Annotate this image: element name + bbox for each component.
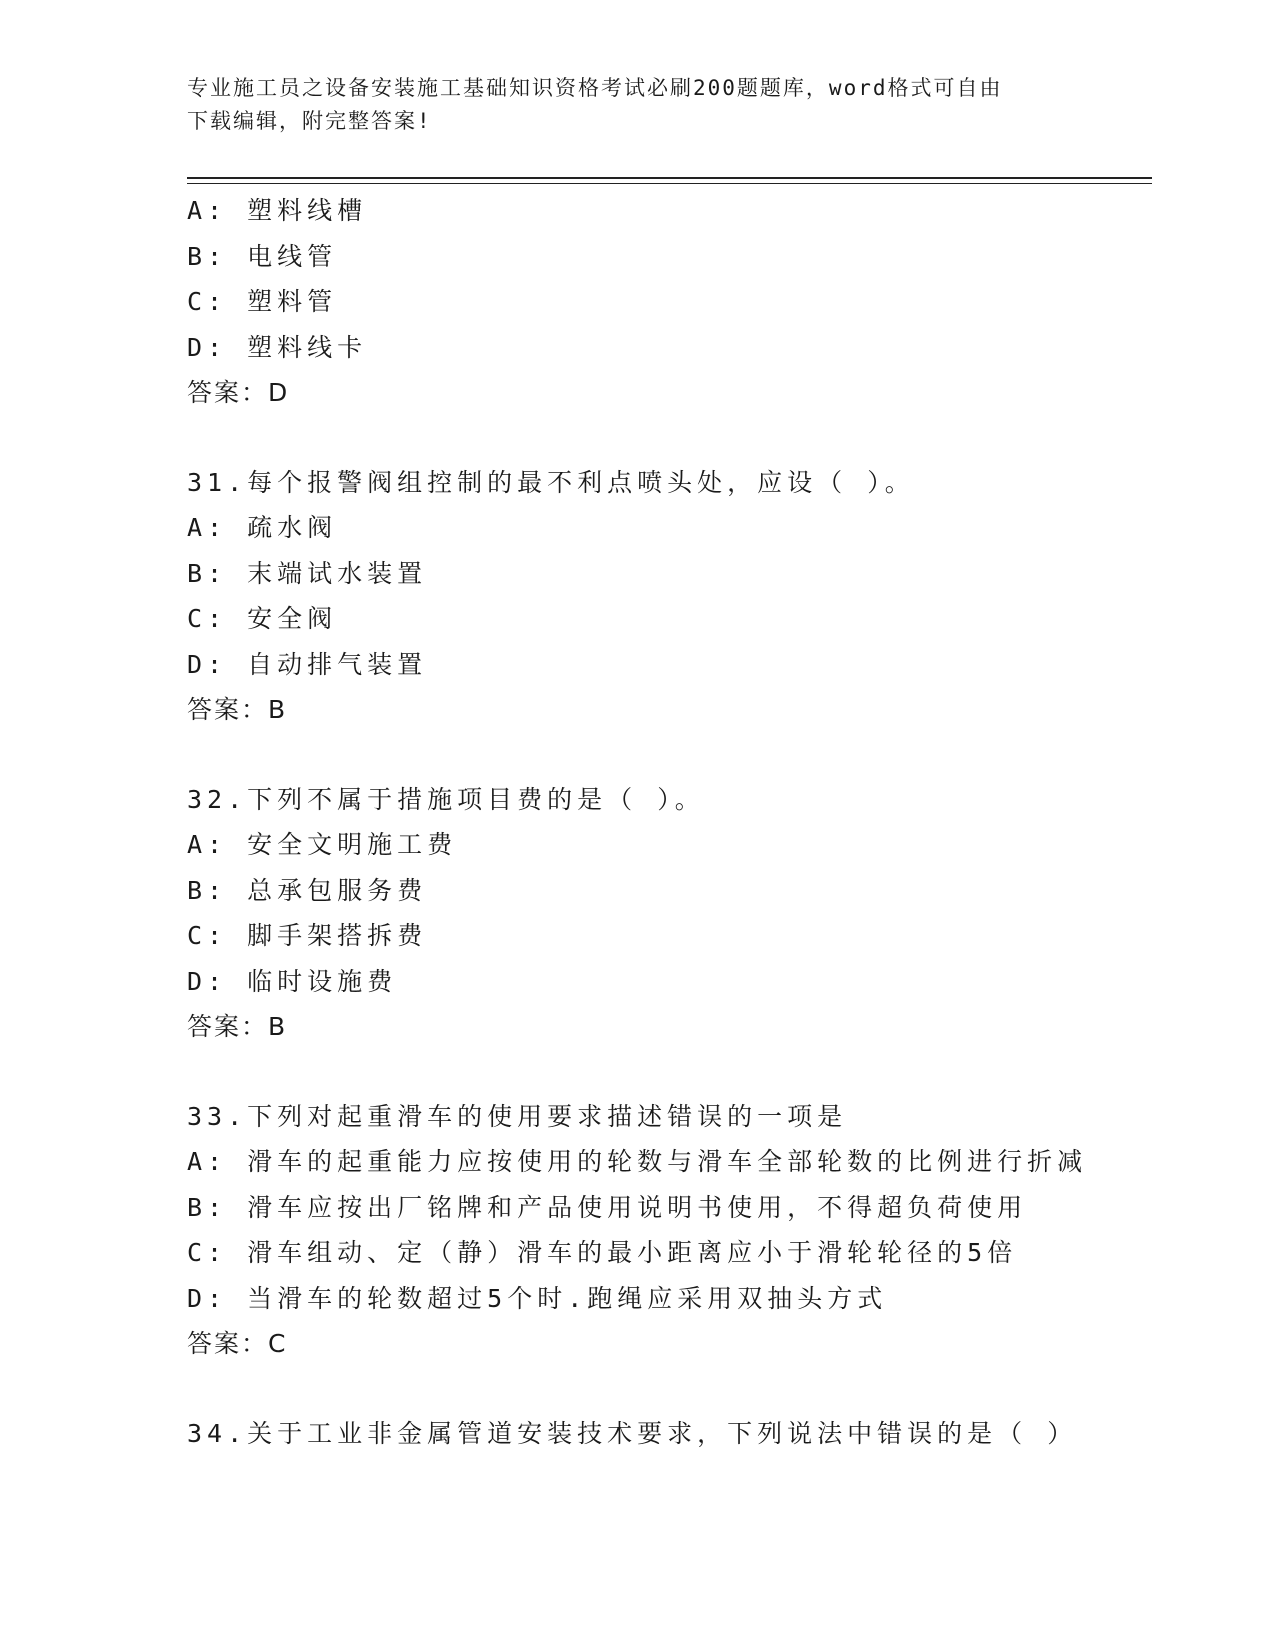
question-block-34 <box>187 1411 1147 1457</box>
answer-line: 答案：D <box>187 378 290 407</box>
answer-line: 答案：C <box>187 1329 288 1358</box>
option-a: A: 塑料线槽 <box>187 196 368 225</box>
header-title-line-1: 专业施工员之设备安装施工基础知识资格考试必刷200题题库，word格式可自由 <box>187 76 1003 100</box>
answer-line: 答案：B <box>187 695 288 724</box>
option-d: D: 塑料线卡 <box>187 332 368 362</box>
document-header <box>187 72 1067 138</box>
option-b: B: 末端试水装置 <box>187 558 428 588</box>
question-stem: 33.下列对起重滑车的使用要求描述错误的一项是 <box>187 1101 848 1131</box>
option-c: C: 滑车组动、定（静）滑车的最小距离应小于滑轮轮径的5倍 <box>187 1238 1018 1267</box>
question-list <box>187 188 1147 1456</box>
question-block-33 <box>187 1094 1147 1367</box>
option-c: C: 安全阀 <box>187 604 338 633</box>
header-divider-thick <box>187 177 1152 179</box>
option-b: B: 滑车应按出厂铭牌和产品使用说明书使用，不得超负荷使用 <box>187 1192 1028 1222</box>
option-d: D: 自动排气装置 <box>187 649 428 679</box>
header-divider-thin <box>187 183 1152 184</box>
question-stem: 34.关于工业非金属管道安装技术要求，下列说法中错误的是（ ） <box>187 1418 1078 1448</box>
question-stem: 31.每个报警阀组控制的最不利点喷头处，应设（ ）。 <box>187 467 915 497</box>
answer-line: 答案：B <box>187 1012 288 1041</box>
question-stem: 32.下列不属于措施项目费的是（ ）。 <box>187 784 705 814</box>
option-b: B: 电线管 <box>187 241 338 271</box>
option-a: A: 疏水阀 <box>187 513 338 542</box>
question-block-31 <box>187 460 1147 733</box>
question-block-32 <box>187 777 1147 1050</box>
option-b: B: 总承包服务费 <box>187 875 428 905</box>
option-d: D: 当滑车的轮数超过5个时.跑绳应采用双抽头方式 <box>187 1283 888 1313</box>
option-c: C: 塑料管 <box>187 287 338 316</box>
option-a: A: 滑车的起重能力应按使用的轮数与滑车全部轮数的比例进行折减 <box>187 1147 1088 1176</box>
option-d: D: 临时设施费 <box>187 966 398 996</box>
question-block-30 <box>187 188 1147 416</box>
header-title-line-2: 下载编辑，附完整答案! <box>187 109 432 133</box>
option-c: C: 脚手架搭拆费 <box>187 921 428 950</box>
option-a: A: 安全文明施工费 <box>187 830 458 859</box>
